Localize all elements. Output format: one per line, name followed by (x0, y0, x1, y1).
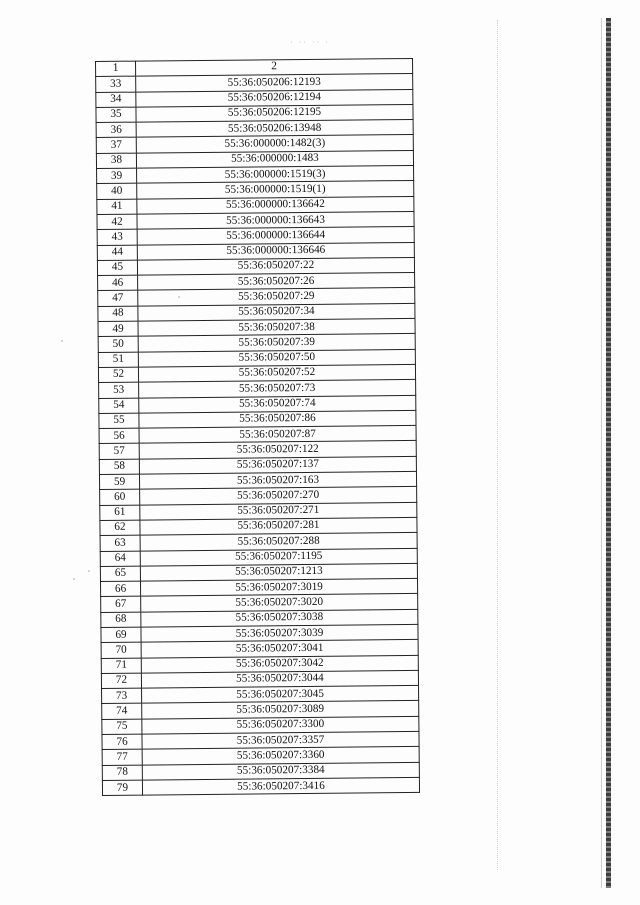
row-number-cell: 47 (98, 291, 138, 307)
cadastral-number-cell: 55:36:000000:136646 (137, 242, 414, 260)
row-number-cell: 48 (98, 306, 138, 322)
cadastral-number-cell: 55:36:050207:52 (138, 364, 415, 382)
cadastral-number-cell: 55:36:000000:136642 (137, 196, 414, 214)
cadastral-number-cell: 55:36:050207:74 (139, 395, 416, 413)
row-number-cell: 69 (101, 627, 141, 643)
cadastral-number-cell: 55:36:050207:137 (139, 456, 416, 474)
row-number-cell: 39 (97, 168, 137, 184)
row-number-cell: 74 (102, 704, 142, 720)
cadastral-number-cell: 55:36:050207:39 (138, 334, 415, 352)
cadastral-number-cell: 55:36:050207:3384 (142, 762, 419, 780)
cadastral-number-cell: 55:36:050207:1195 (140, 548, 417, 566)
cadastral-number-cell: 55:36:050207:3044 (141, 670, 418, 688)
row-number-cell: 57 (99, 444, 139, 460)
cadastral-number-cell: 55:36:050207:50 (138, 349, 415, 367)
row-number-cell: 33 (96, 76, 136, 92)
column-header-cadastral-number: 2 (136, 58, 413, 76)
row-number-cell: 65 (100, 566, 140, 582)
cadastral-number-cell: 55:36:050207:3416 (142, 777, 419, 795)
row-number-cell: 61 (100, 505, 140, 521)
row-number-cell: 71 (101, 658, 141, 674)
row-number-cell: 51 (98, 352, 138, 368)
row-number-cell: 64 (100, 551, 140, 567)
cadastral-table-wrapper (95, 58, 420, 796)
scan-edge-line (601, 18, 602, 888)
cadastral-number-cell: 55:36:050207:26 (138, 273, 415, 291)
scan-speck (61, 340, 63, 342)
row-number-cell: 79 (102, 780, 142, 796)
cadastral-number-cell: 55:36:050207:3360 (142, 747, 419, 765)
cadastral-number-cell: 55:36:000000:1483 (136, 150, 413, 168)
cadastral-number-cell: 55:36:050207:86 (139, 410, 416, 428)
cadastral-number-cell: 55:36:050207:3045 (142, 686, 419, 704)
cadastral-number-cell: 55:36:050207:87 (139, 426, 416, 444)
cadastral-number-cell: 55:36:050207:122 (139, 441, 416, 459)
cadastral-number-cell: 55:36:000000:1519(1) (137, 181, 414, 199)
cadastral-number-cell: 55:36:050207:3038 (141, 609, 418, 627)
table-body (96, 74, 420, 796)
row-number-cell: 49 (98, 321, 138, 337)
row-number-cell: 67 (101, 596, 141, 612)
cadastral-number-cell: 55:36:050207:3020 (141, 594, 418, 612)
scan-edge-border (606, 18, 611, 888)
cadastral-number-cell: 55:36:050207:3089 (142, 701, 419, 719)
cadastral-number-cell: 55:36:050207:281 (140, 517, 417, 535)
cadastral-number-cell: 55:36:050207:271 (140, 502, 417, 520)
cadastral-number-cell: 55:36:050207:288 (140, 533, 417, 551)
cadastral-number-cell: 55:36:050207:1213 (140, 563, 417, 581)
cadastral-number-cell: 55:36:050207:73 (139, 380, 416, 398)
cadastral-number-cell: 55:36:050207:3039 (141, 624, 418, 642)
table-row (102, 777, 419, 795)
cadastral-number-cell: 55:36:050206:12193 (136, 74, 413, 92)
cadastral-number-cell: 55:36:000000:136643 (137, 211, 414, 229)
row-number-cell: 60 (100, 489, 140, 505)
row-number-cell: 36 (96, 122, 136, 138)
row-number-cell: 62 (100, 520, 140, 536)
row-number-cell: 41 (97, 199, 137, 215)
cadastral-number-cell: 55:36:000000:1519(3) (137, 166, 414, 184)
row-number-cell: 56 (99, 428, 139, 444)
cadastral-number-cell: 55:36:050206:12194 (136, 89, 413, 107)
row-number-cell: 55 (99, 413, 139, 429)
row-number-cell: 68 (101, 612, 141, 628)
cadastral-number-cell: 55:36:050206:12195 (136, 104, 413, 122)
row-number-cell: 54 (99, 398, 139, 414)
scan-guide-line (497, 20, 498, 870)
cadastral-number-cell: 55:36:050207:163 (139, 471, 416, 489)
scan-speck (73, 578, 75, 580)
row-number-cell: 63 (100, 535, 140, 551)
cadastral-number-cell: 55:36:050207:34 (138, 303, 415, 321)
cadastral-number-cell: 55:36:050207:29 (138, 288, 415, 306)
row-number-cell: 66 (100, 581, 140, 597)
row-number-cell: 72 (101, 673, 141, 689)
row-number-cell: 50 (98, 336, 138, 352)
cadastral-number-cell: 55:36:050207:38 (138, 318, 415, 336)
row-number-cell: 76 (102, 734, 142, 750)
row-number-cell: 37 (96, 138, 136, 154)
cadastral-number-cell: 55:36:050207:22 (137, 257, 414, 275)
row-number-cell: 42 (97, 214, 137, 230)
cadastral-number-cell: 55:36:000000:1482(3) (136, 135, 413, 153)
cadastral-number-cell: 55:36:050207:270 (140, 487, 417, 505)
row-number-cell: 52 (98, 367, 138, 383)
row-number-cell: 35 (96, 107, 136, 123)
row-number-cell: 43 (97, 229, 137, 245)
scan-speck (88, 570, 90, 572)
row-number-cell: 58 (99, 459, 139, 475)
row-number-cell: 40 (97, 183, 137, 199)
cadastral-number-cell: 55:36:050207:3357 (142, 731, 419, 749)
row-number-cell: 53 (99, 382, 139, 398)
cadastral-number-cell: 55:36:050206:13948 (136, 120, 413, 138)
row-number-cell: 75 (102, 719, 142, 735)
cadastral-number-cell: 55:36:050207:3300 (142, 716, 419, 734)
cadastral-numbers-table (95, 58, 420, 796)
row-number-cell: 34 (96, 92, 136, 108)
cadastral-number-cell: 55:36:000000:136644 (137, 227, 414, 245)
row-number-cell: 70 (101, 642, 141, 658)
row-number-cell: 73 (102, 688, 142, 704)
cadastral-number-cell: 55:36:050207:3041 (141, 640, 418, 658)
row-number-cell: 38 (96, 153, 136, 169)
row-number-cell: 46 (98, 275, 138, 291)
page-header-mark: · ·· ·· · (290, 38, 330, 47)
row-number-cell: 45 (97, 260, 137, 276)
row-number-cell: 59 (99, 474, 139, 490)
cadastral-number-cell: 55:36:050207:3042 (141, 655, 418, 673)
cadastral-number-cell: 55:36:050207:3019 (140, 579, 417, 597)
column-header-number: 1 (96, 61, 136, 77)
row-number-cell: 44 (97, 245, 137, 261)
row-number-cell: 78 (102, 765, 142, 781)
row-number-cell: 77 (102, 749, 142, 765)
